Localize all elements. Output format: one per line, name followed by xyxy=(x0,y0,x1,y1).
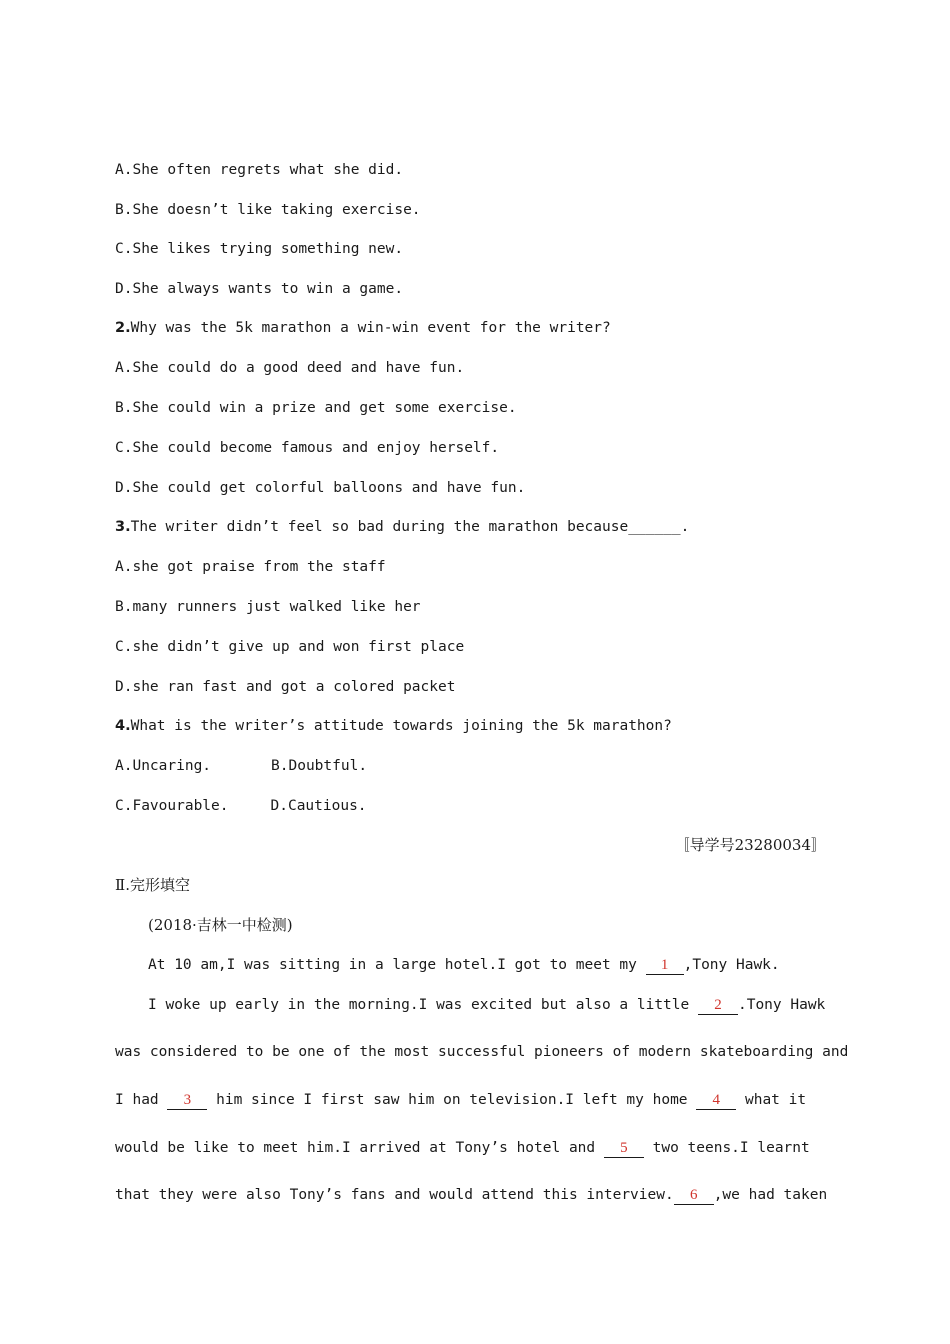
q3-stem-line xyxy=(115,517,689,537)
q4-option-d: D.Cautious. xyxy=(270,798,367,814)
blank-1[interactable] xyxy=(646,957,684,975)
blank-4[interactable] xyxy=(696,1092,736,1110)
q4-number: 4. xyxy=(115,718,131,734)
q1-option-c: C.She likes trying something new. xyxy=(115,241,404,257)
passage-line-1 xyxy=(148,955,780,975)
q2-number: 2. xyxy=(115,320,131,336)
blank-number: 1 xyxy=(660,957,669,973)
section-title: Ⅱ.完形填空 xyxy=(115,876,190,894)
blank-5[interactable] xyxy=(604,1140,644,1158)
q1-option-a: A.She often regrets what she did. xyxy=(115,162,404,178)
passage-text: two teens.I learnt xyxy=(643,1140,810,1156)
passage-text: .Tony Hawk xyxy=(737,997,826,1013)
q4-options-row-2 xyxy=(115,796,367,816)
q4-option-c: C.Favourable. xyxy=(115,798,229,814)
passage-line-2 xyxy=(148,995,825,1015)
blank-number: 2 xyxy=(714,997,722,1013)
blank-number: 6 xyxy=(689,1187,698,1203)
q2-stem-line xyxy=(115,318,611,338)
q4-options-row-1 xyxy=(115,756,367,776)
q4-option-b: B.Doubtful. xyxy=(271,758,368,774)
q3-option-a: A.she got praise from the staff xyxy=(115,559,386,575)
passage-text: would be like to meet him.I arrived at Tony’s hotel and xyxy=(115,1140,604,1156)
q2-option-a: A.She could do a good deed and have fun. xyxy=(115,360,465,376)
passage-line-3 xyxy=(115,1042,848,1062)
passage-line-4 xyxy=(115,1090,806,1110)
q3-option-d: D.she ran fast and got a colored packet xyxy=(115,679,456,695)
passage-line-6 xyxy=(115,1185,827,1205)
blank-number: 4 xyxy=(712,1092,721,1108)
blank-number: 3 xyxy=(183,1092,192,1108)
q3-option-c: C.she didn’t give up and won first place xyxy=(115,639,465,655)
q4-stem: What is the writer’s attitude towards joining the 5k marathon? xyxy=(130,718,672,734)
blank-3[interactable] xyxy=(167,1092,207,1110)
q3-number: 3. xyxy=(115,519,131,535)
q1-option-b: B.She doesn’t like taking exercise. xyxy=(115,202,421,218)
passage-text: him since I first saw him on television.I left my home xyxy=(207,1092,697,1108)
q2-option-b: B.She could win a prize and get some exercise. xyxy=(115,400,517,416)
reference-number: 〚导学号23280034〛 xyxy=(674,836,826,854)
q3-stem: The writer didn’t feel so bad during the marathon because______. xyxy=(130,519,690,535)
blank-number: 5 xyxy=(620,1140,628,1156)
q2-option-d: D.She could get colorful balloons and have fun. xyxy=(115,480,526,496)
passage-text: what it xyxy=(736,1092,807,1108)
q3-option-b: B.many runners just walked like her xyxy=(115,599,421,615)
q4-option-a: A.Uncaring. xyxy=(115,758,212,774)
q2-option-c: C.She could become famous and enjoy herself. xyxy=(115,440,500,456)
passage-text: ,we had taken xyxy=(713,1187,828,1203)
passage-line-5 xyxy=(115,1138,810,1158)
passage-text: that they were also Tony’s fans and would attend this interview. xyxy=(115,1187,674,1203)
section-source: (2018·吉林一中检测) xyxy=(148,916,293,934)
passage-text: I woke up early in the morning.I was excited but also a little xyxy=(148,997,698,1013)
passage-text: ,Tony Hawk. xyxy=(683,957,780,973)
passage-text: At 10 am,I was sitting in a large hotel.I got to meet my xyxy=(148,957,646,973)
q2-stem: Why was the 5k marathon a win-win event for the writer? xyxy=(130,320,611,336)
q1-option-d: D.She always wants to win a game. xyxy=(115,281,404,297)
passage-text: was considered to be one of the most successful pioneers of modern skateboarding and xyxy=(115,1044,849,1060)
passage-text: I had xyxy=(115,1092,168,1108)
q4-stem-line xyxy=(115,716,672,736)
blank-6[interactable] xyxy=(674,1187,714,1205)
blank-2[interactable] xyxy=(698,997,738,1015)
